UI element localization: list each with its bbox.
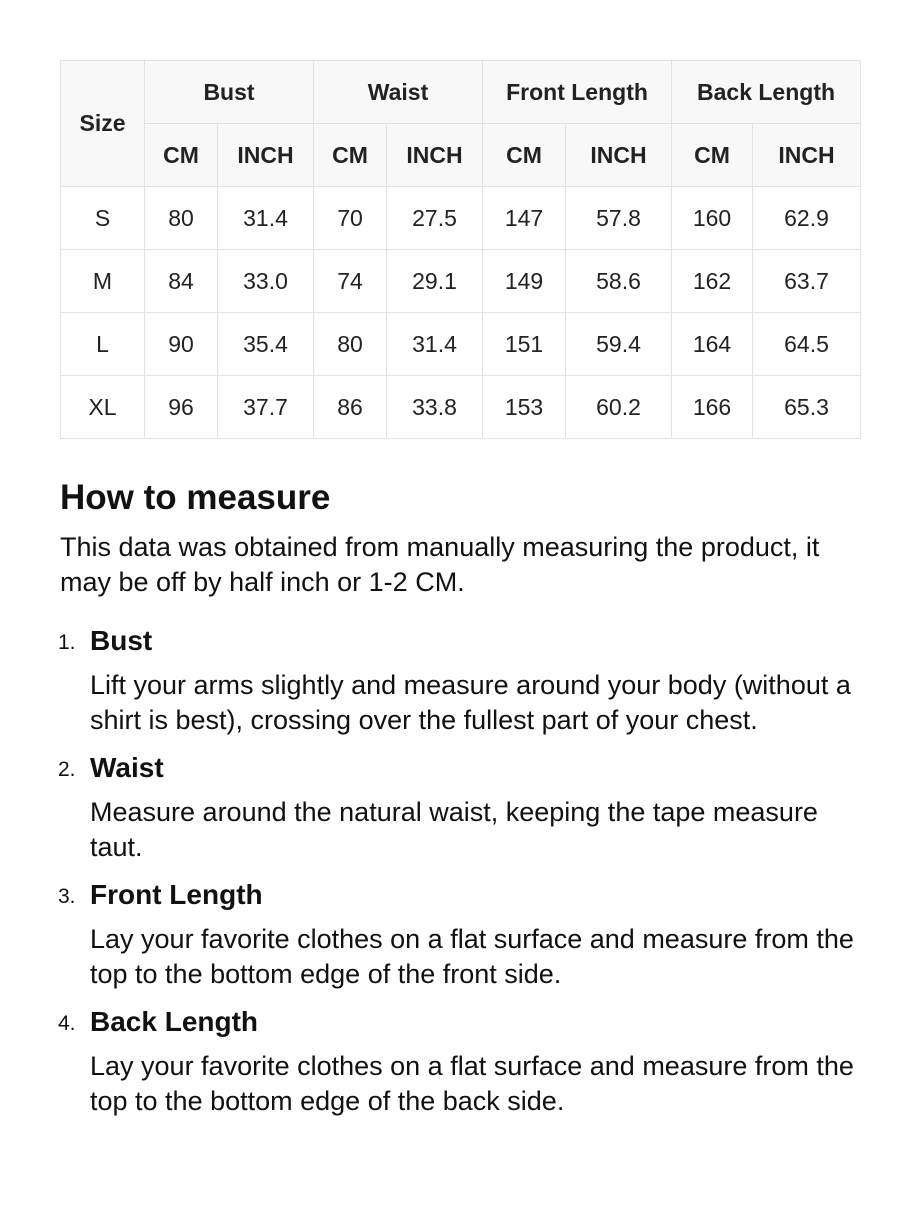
step-number: 4. [58,1012,76,1035]
value-cell: 58.6 [566,250,672,313]
size-cell: S [61,187,145,250]
value-cell: 74 [314,250,387,313]
value-cell: 64.5 [753,313,861,376]
unit-header: CM [314,124,387,187]
size-column-header: Size [61,61,145,187]
step-number: 1. [58,631,76,654]
value-cell: 164 [672,313,753,376]
waist-group-header: Waist [314,61,483,124]
value-cell: 29.1 [387,250,483,313]
value-cell: 33.8 [387,376,483,439]
value-cell: 162 [672,250,753,313]
value-cell: 37.7 [218,376,314,439]
measurement-disclaimer: This data was obtained from manually measuring the product, it may be off by half inch or 1-2 CM. [60,532,820,597]
value-cell: 166 [672,376,753,439]
how-to-measure-heading: How to measure [60,478,331,517]
value-cell: 90 [145,313,218,376]
step-description: Measure around the natural waist, keeping the tape measure taut. [90,797,818,862]
list-item [60,876,870,992]
step-description: Lay your favorite clothes on a flat surface and measure from the top to the bottom edge of the back side. [90,1051,854,1116]
size-cell: XL [61,376,145,439]
value-cell: 60.2 [566,376,672,439]
value-cell: 65.3 [753,376,861,439]
value-cell: 57.8 [566,187,672,250]
step-number: 3. [58,885,76,908]
size-chart-table [60,60,861,439]
value-cell: 80 [314,313,387,376]
step-title: Back Length [90,1006,259,1037]
step-title: Front Length [90,879,263,910]
step-description: Lift your arms slightly and measure around your body (without a shirt is best), crossing over the fullest part of your chest. [90,670,851,735]
step-title: Bust [90,625,153,656]
size-cell: M [61,250,145,313]
unit-header: INCH [218,124,314,187]
value-cell: 63.7 [753,250,861,313]
unit-header: INCH [566,124,672,187]
size-cell: L [61,313,145,376]
value-cell: 153 [483,376,566,439]
value-cell: 96 [145,376,218,439]
value-cell: 59.4 [566,313,672,376]
list-item [60,1003,870,1119]
unit-header: INCH [387,124,483,187]
value-cell: 70 [314,187,387,250]
value-cell: 86 [314,376,387,439]
table-row [61,376,861,439]
table-row [61,313,861,376]
list-item [60,749,870,865]
front-length-group-header: Front Length [483,61,672,124]
step-title: Waist [90,752,164,783]
unit-header-row [61,124,861,187]
unit-header: CM [672,124,753,187]
value-cell: 80 [145,187,218,250]
group-header-row [61,61,861,124]
list-item [60,622,870,738]
value-cell: 35.4 [218,313,314,376]
back-length-group-header: Back Length [672,61,861,124]
value-cell: 62.9 [753,187,861,250]
unit-header: CM [483,124,566,187]
value-cell: 160 [672,187,753,250]
measure-steps-list [60,622,870,1130]
bust-group-header: Bust [145,61,314,124]
unit-header: INCH [753,124,861,187]
value-cell: 151 [483,313,566,376]
unit-header: CM [145,124,218,187]
step-description: Lay your favorite clothes on a flat surface and measure from the top to the bottom edge of the front side. [90,924,854,989]
value-cell: 33.0 [218,250,314,313]
value-cell: 84 [145,250,218,313]
value-cell: 149 [483,250,566,313]
value-cell: 31.4 [218,187,314,250]
step-number: 2. [58,758,76,781]
value-cell: 27.5 [387,187,483,250]
value-cell: 147 [483,187,566,250]
value-cell: 31.4 [387,313,483,376]
table-row [61,187,861,250]
table-row [61,250,861,313]
